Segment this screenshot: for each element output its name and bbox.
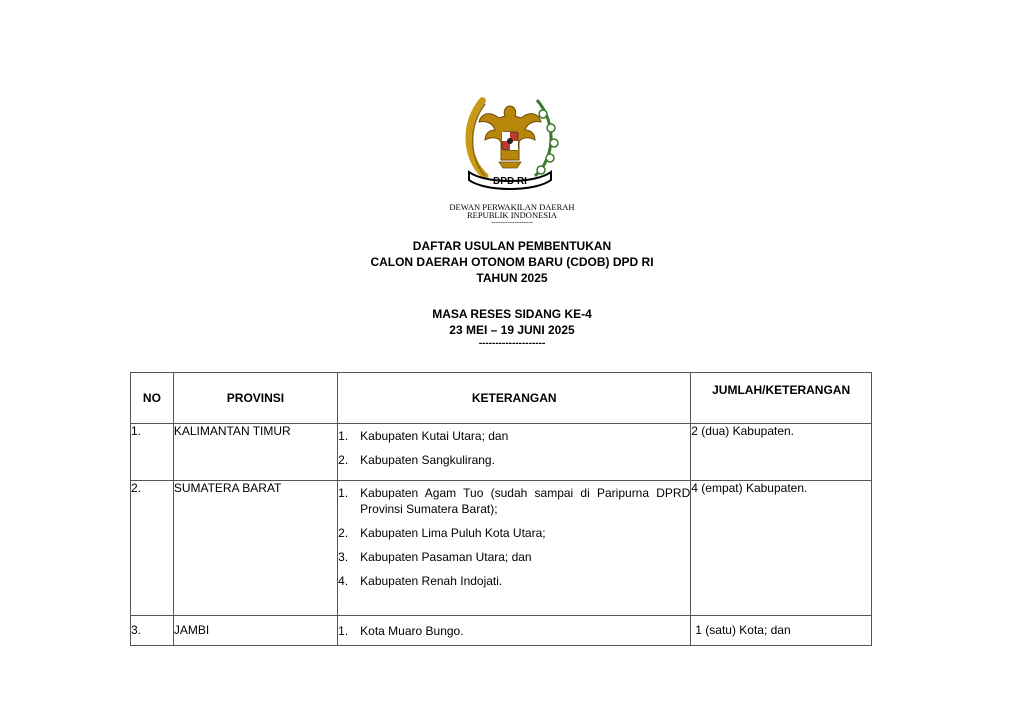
row-provinsi: SUMATERA BARAT (173, 481, 337, 616)
list-item-text: Kabupaten Lima Puluh Kota Utara; (360, 526, 546, 540)
header-provinsi: PROVINSI (173, 373, 337, 424)
list-item-number: 1. (338, 486, 349, 500)
rice-wreath-icon (469, 100, 485, 176)
header-no: NO (131, 373, 174, 424)
list-item-text: Kabupaten Pasaman Utara; dan (360, 550, 532, 564)
period-line1: MASA RESES SIDANG KE-4 (432, 307, 592, 321)
org-name-line2: REPUBLIK INDONESIA (467, 210, 557, 220)
dpd-ri-emblem-logo (455, 88, 565, 193)
garuda-icon (479, 106, 541, 168)
list-item-number: 2. (338, 526, 349, 540)
title-line3: TAHUN 2025 (476, 271, 548, 285)
title-line2: CALON DAERAH OTONOM BARU (CDOB) DPD RI (370, 255, 654, 269)
list-item-text: Kabupaten Renah Indojati. (360, 574, 503, 588)
row-jumlah: 2 (dua) Kabupaten. (691, 424, 872, 481)
period-line2: 23 MEI – 19 JUNI 2025 (449, 323, 575, 337)
list-item (338, 525, 690, 541)
row-jumlah: 1 (satu) Kota; dan (691, 616, 872, 646)
period-rule: -------------------- (478, 338, 546, 349)
title-line1: DAFTAR USULAN PEMBENTUKAN (412, 239, 612, 253)
list-item-number: 4. (338, 574, 349, 588)
list-item-number: 1. (338, 624, 349, 638)
logo-text: DPD RI (493, 176, 527, 187)
row-keterangan (338, 424, 691, 481)
list-item-text: Kabupaten Agam Tuo (sudah sampai di Paripurna DPRD Provinsi Sumatera Barat); (360, 486, 691, 516)
list-item (338, 452, 690, 468)
list-item-text: Kota Muaro Bungo. (360, 624, 464, 638)
row-no: 3. (131, 616, 174, 646)
table-header-row (131, 373, 872, 424)
list-item-number: 2. (338, 453, 349, 467)
list-item-text: Kabupaten Sangkulirang. (360, 453, 495, 467)
row-no: 1. (131, 424, 174, 481)
header-jumlah: JUMLAH/KETERANGAN (691, 373, 872, 424)
row-no: 2. (131, 481, 174, 616)
list-item-number: 1. (338, 429, 349, 443)
table-row (131, 616, 872, 646)
table-row (131, 481, 872, 616)
cdob-table (130, 372, 872, 646)
list-item (338, 573, 690, 589)
row-keterangan (338, 616, 691, 646)
row-jumlah: 4 (empat) Kabupaten. (691, 481, 872, 616)
org-rule: ------------------ (491, 218, 533, 226)
cotton-wreath-icon (535, 100, 558, 176)
header-keterangan: KETERANGAN (338, 373, 691, 424)
row-provinsi: JAMBI (173, 616, 337, 646)
table-row (131, 424, 872, 481)
list-item-number: 3. (338, 550, 349, 564)
row-keterangan (338, 481, 691, 616)
row-provinsi: KALIMANTAN TIMUR (173, 424, 337, 481)
list-item (338, 485, 690, 517)
list-item (338, 549, 690, 565)
org-name-line1: DEWAN PERWAKILAN DAERAH (449, 202, 575, 212)
list-item (338, 428, 690, 444)
list-item (338, 623, 690, 639)
list-item-text: Kabupaten Kutai Utara; dan (360, 429, 509, 443)
